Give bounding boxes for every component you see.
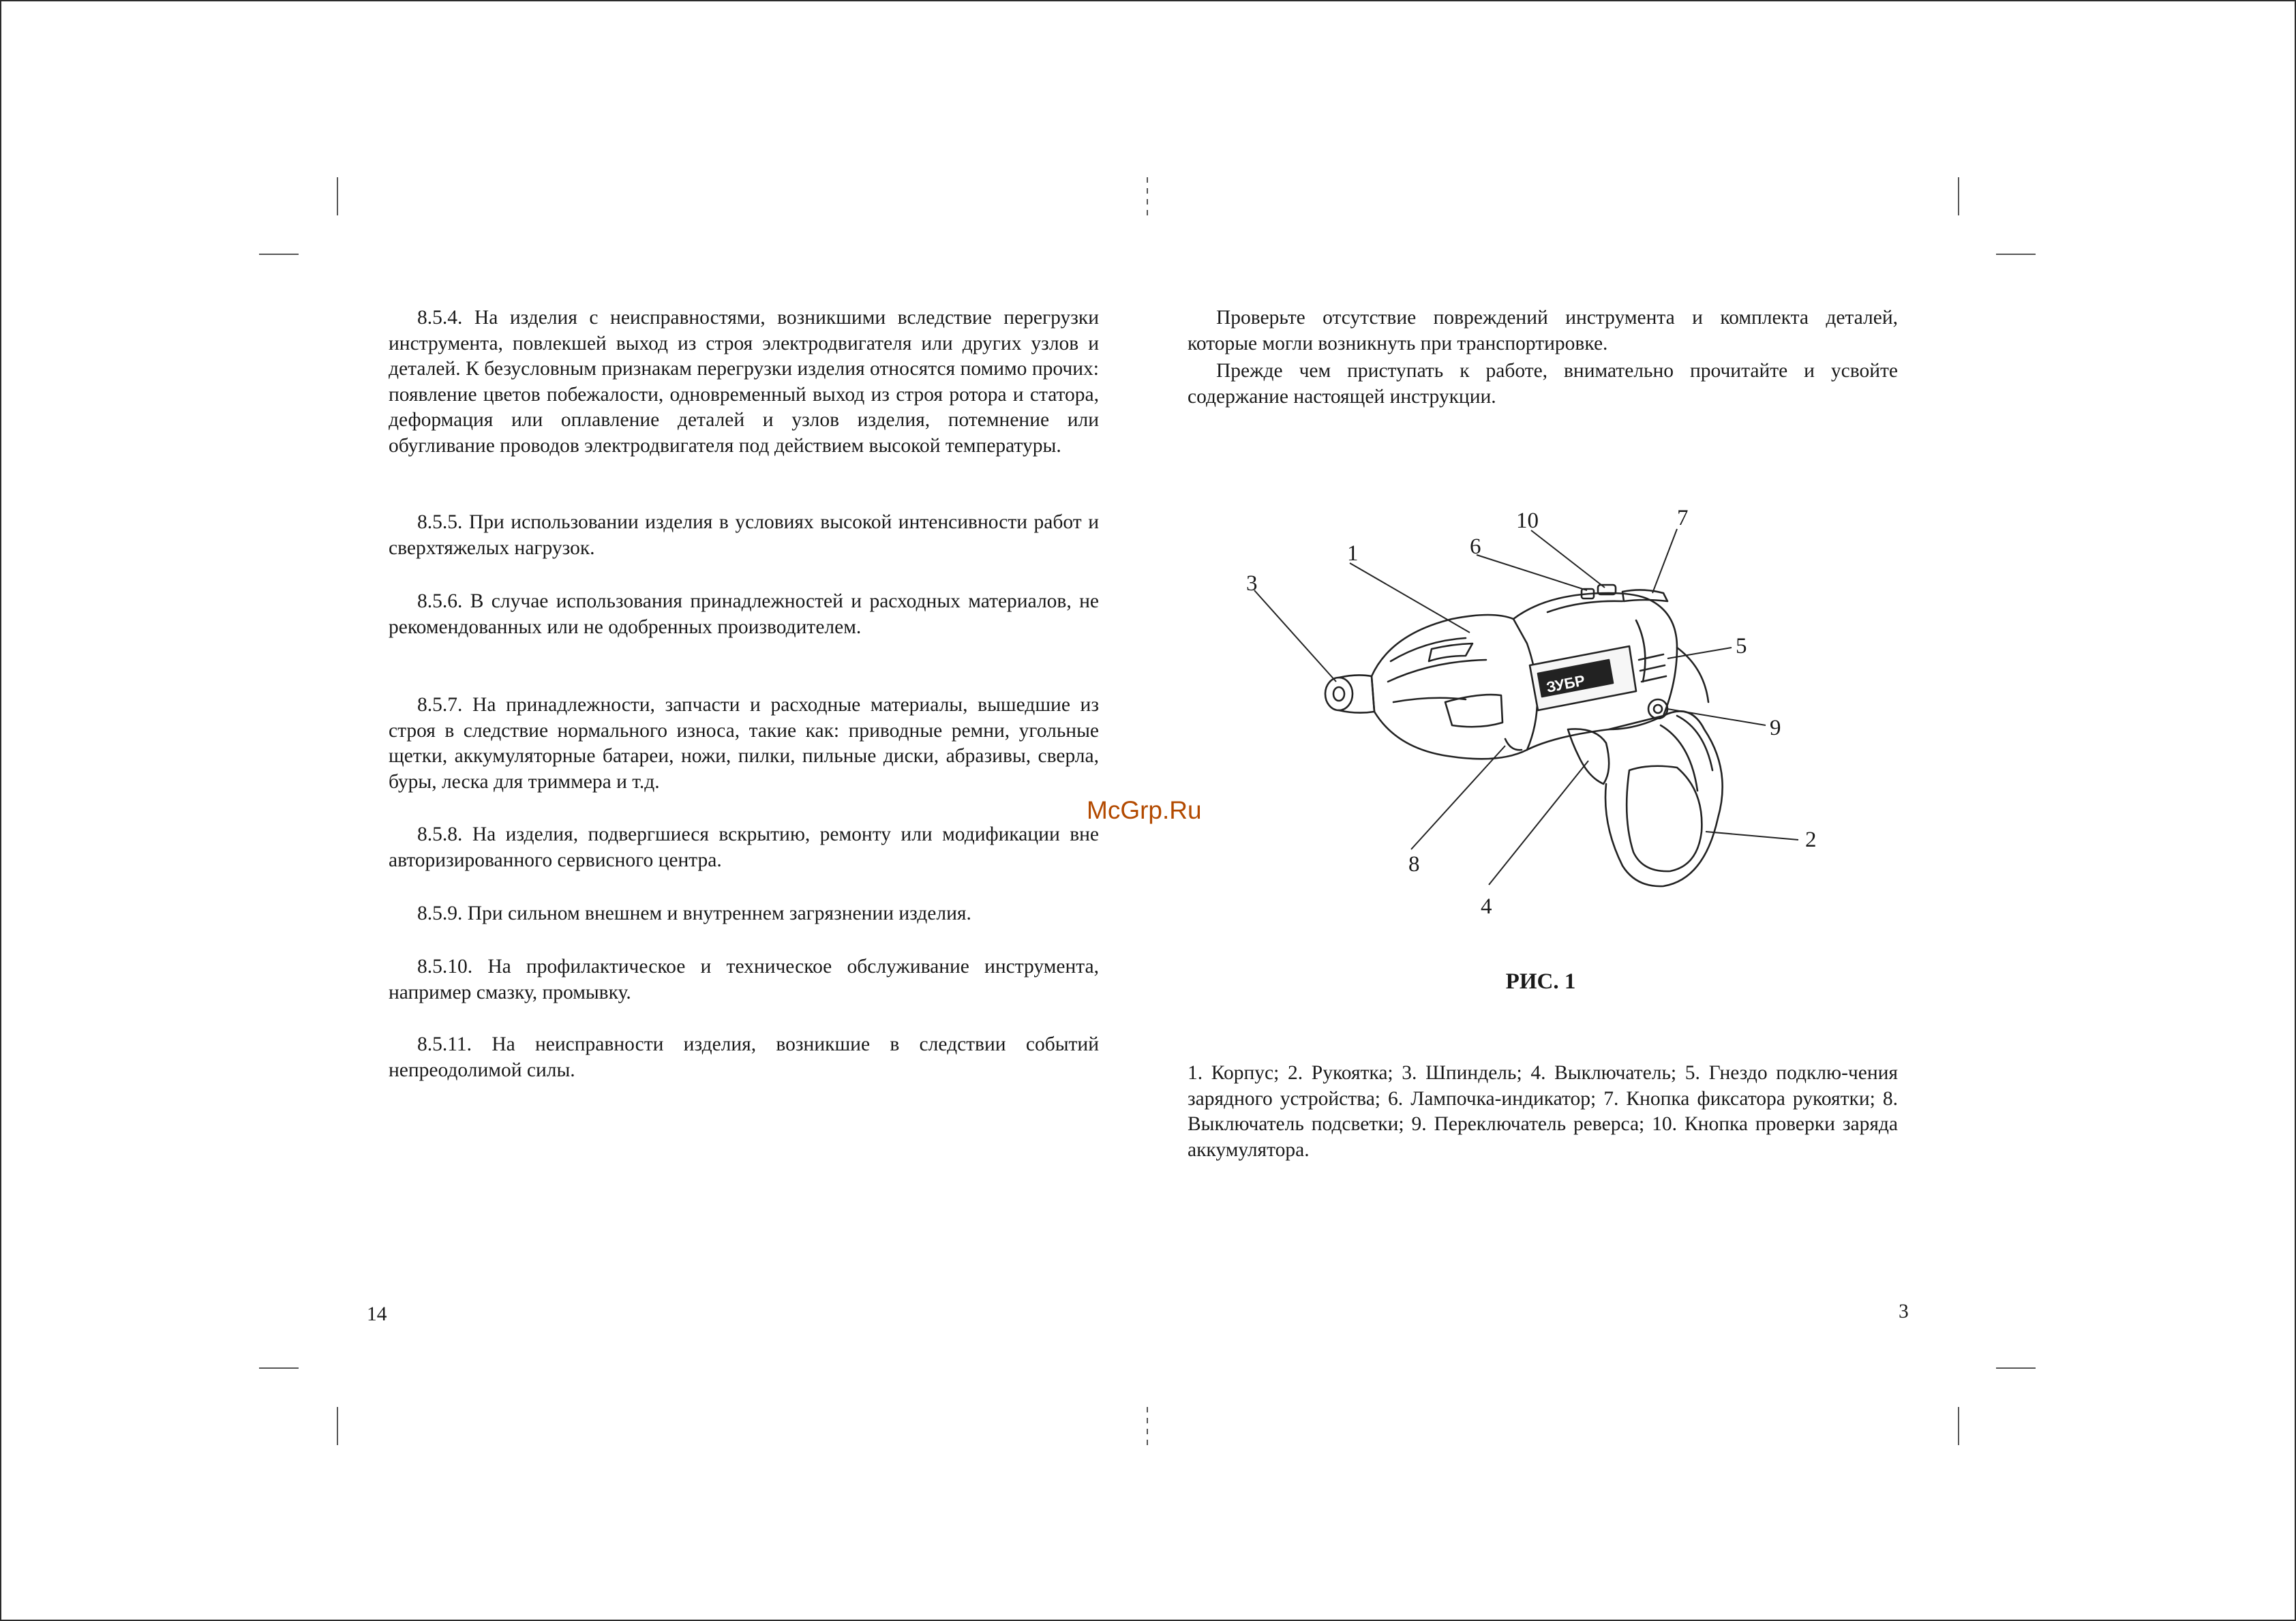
crop-mark bbox=[337, 177, 338, 215]
crop-mark bbox=[1958, 177, 1959, 215]
brand-logo: ЗУБР bbox=[1545, 671, 1587, 696]
handle bbox=[1605, 711, 1723, 886]
page-number-left: 14 bbox=[367, 1303, 387, 1325]
crop-mark bbox=[1958, 1407, 1959, 1445]
screwdriver-illustration bbox=[1227, 498, 1854, 927]
paragraph-8-5-7: 8.5.7. На принадлежности, запчасти и расходные материалы, вышедшие из строя в следствие нормального износа, такие как: приводные ремни, угольные щетки, аккумуляторные батареи, ножи, пилки, пильные диски, абразивы, сверла, буры, леска для триммера и т.д. bbox=[389, 694, 1099, 793]
crop-mark bbox=[1996, 254, 2036, 255]
paragraph-8-5-11: 8.5.11. На неисправности изделия, возникшие в следствии событий непреодолимой силы. bbox=[389, 1033, 1099, 1081]
paragraph-8-5-6: 8.5.6. В случае использования принадлежностей и расходных материалов, не рекомендованных или не одобренных производителем. bbox=[389, 590, 1099, 638]
fold-mark bbox=[1147, 1407, 1148, 1445]
callout-2: 2 bbox=[1805, 828, 1817, 852]
trigger bbox=[1568, 729, 1609, 784]
spindle-tip bbox=[1325, 678, 1353, 710]
callout-6: 6 bbox=[1470, 534, 1481, 559]
paragraph-8-5-8: 8.5.8. На изделия, подвергшиеся вскрытию, ремонту или модификации вне авторизированного сервисного центра. bbox=[389, 823, 1099, 871]
callout-7: 7 bbox=[1677, 506, 1689, 530]
intro-paragraph-2: Прежде чем приступать к работе, внимательно прочитайте и усвойте содержание настоящей инструкции. bbox=[1188, 360, 1898, 408]
page-number-right: 3 bbox=[1899, 1301, 1909, 1322]
callout-1: 1 bbox=[1347, 541, 1359, 566]
callout-10: 10 bbox=[1516, 509, 1539, 533]
intro-paragraph-1: Проверьте отсутствие повреждений инструмента и комплекта деталей, которые могли возникнуть при транспортировке. bbox=[1188, 307, 1898, 354]
paragraph-8-5-5: 8.5.5. При использовании изделия в условиях высокой интенсивности работ и сверхтяжелых нагрузок. bbox=[389, 511, 1099, 559]
crop-mark bbox=[1996, 1367, 2036, 1369]
paragraph-8-5-9: 8.5.9. При сильном внешнем и внутреннем загрязнении изделия. bbox=[417, 903, 971, 924]
handle-lock-button bbox=[1622, 590, 1667, 601]
callout-9: 9 bbox=[1770, 716, 1781, 740]
crop-mark bbox=[259, 1367, 299, 1369]
paragraph-8-5-4: 8.5.4. На изделия с неисправностями, возникшими вследствие перегрузки инструмента, повлекшей выход из строя электродвигателя или других узлов и деталей. К безусловным признакам перегрузки изделия относятся помимо прочих: появление цветов побежалости, одновременный выход из строя ротора и статора, деформация или оплавление деталей и узлов изделия, потемнение или обугливание проводов электродвигателя под действием высокой температуры. bbox=[389, 307, 1099, 457]
paragraph-8-5-10: 8.5.10. На профилактическое и техническое обслуживание инструмента, например смазку, промывку. bbox=[389, 956, 1099, 1003]
callout-3: 3 bbox=[1246, 571, 1258, 596]
figure-legend: 1. Корпус; 2. Рукоятка; 3. Шпиндель; 4. Выключатель; 5. Гнездо подклю-чения зарядного устройства; 6. Лампочка-индикатор; 7. Кнопка фиксатора рукоятки; 8. Выключатель подсветки; 9. Переключатель реверса; 10. Кнопка проверки заряда аккумулятора. bbox=[1188, 1062, 1898, 1161]
watermark[interactable]: McGrp.Ru bbox=[1087, 796, 1202, 824]
fold-mark bbox=[1147, 177, 1148, 215]
housing-front bbox=[1372, 615, 1537, 759]
callout-8: 8 bbox=[1408, 852, 1420, 877]
light-switch bbox=[1505, 739, 1522, 750]
crop-mark bbox=[337, 1407, 338, 1445]
crop-mark bbox=[259, 254, 299, 255]
callout-4: 4 bbox=[1481, 894, 1492, 919]
figure-caption: РИС. 1 bbox=[1505, 969, 1576, 994]
callout-5: 5 bbox=[1736, 634, 1747, 658]
